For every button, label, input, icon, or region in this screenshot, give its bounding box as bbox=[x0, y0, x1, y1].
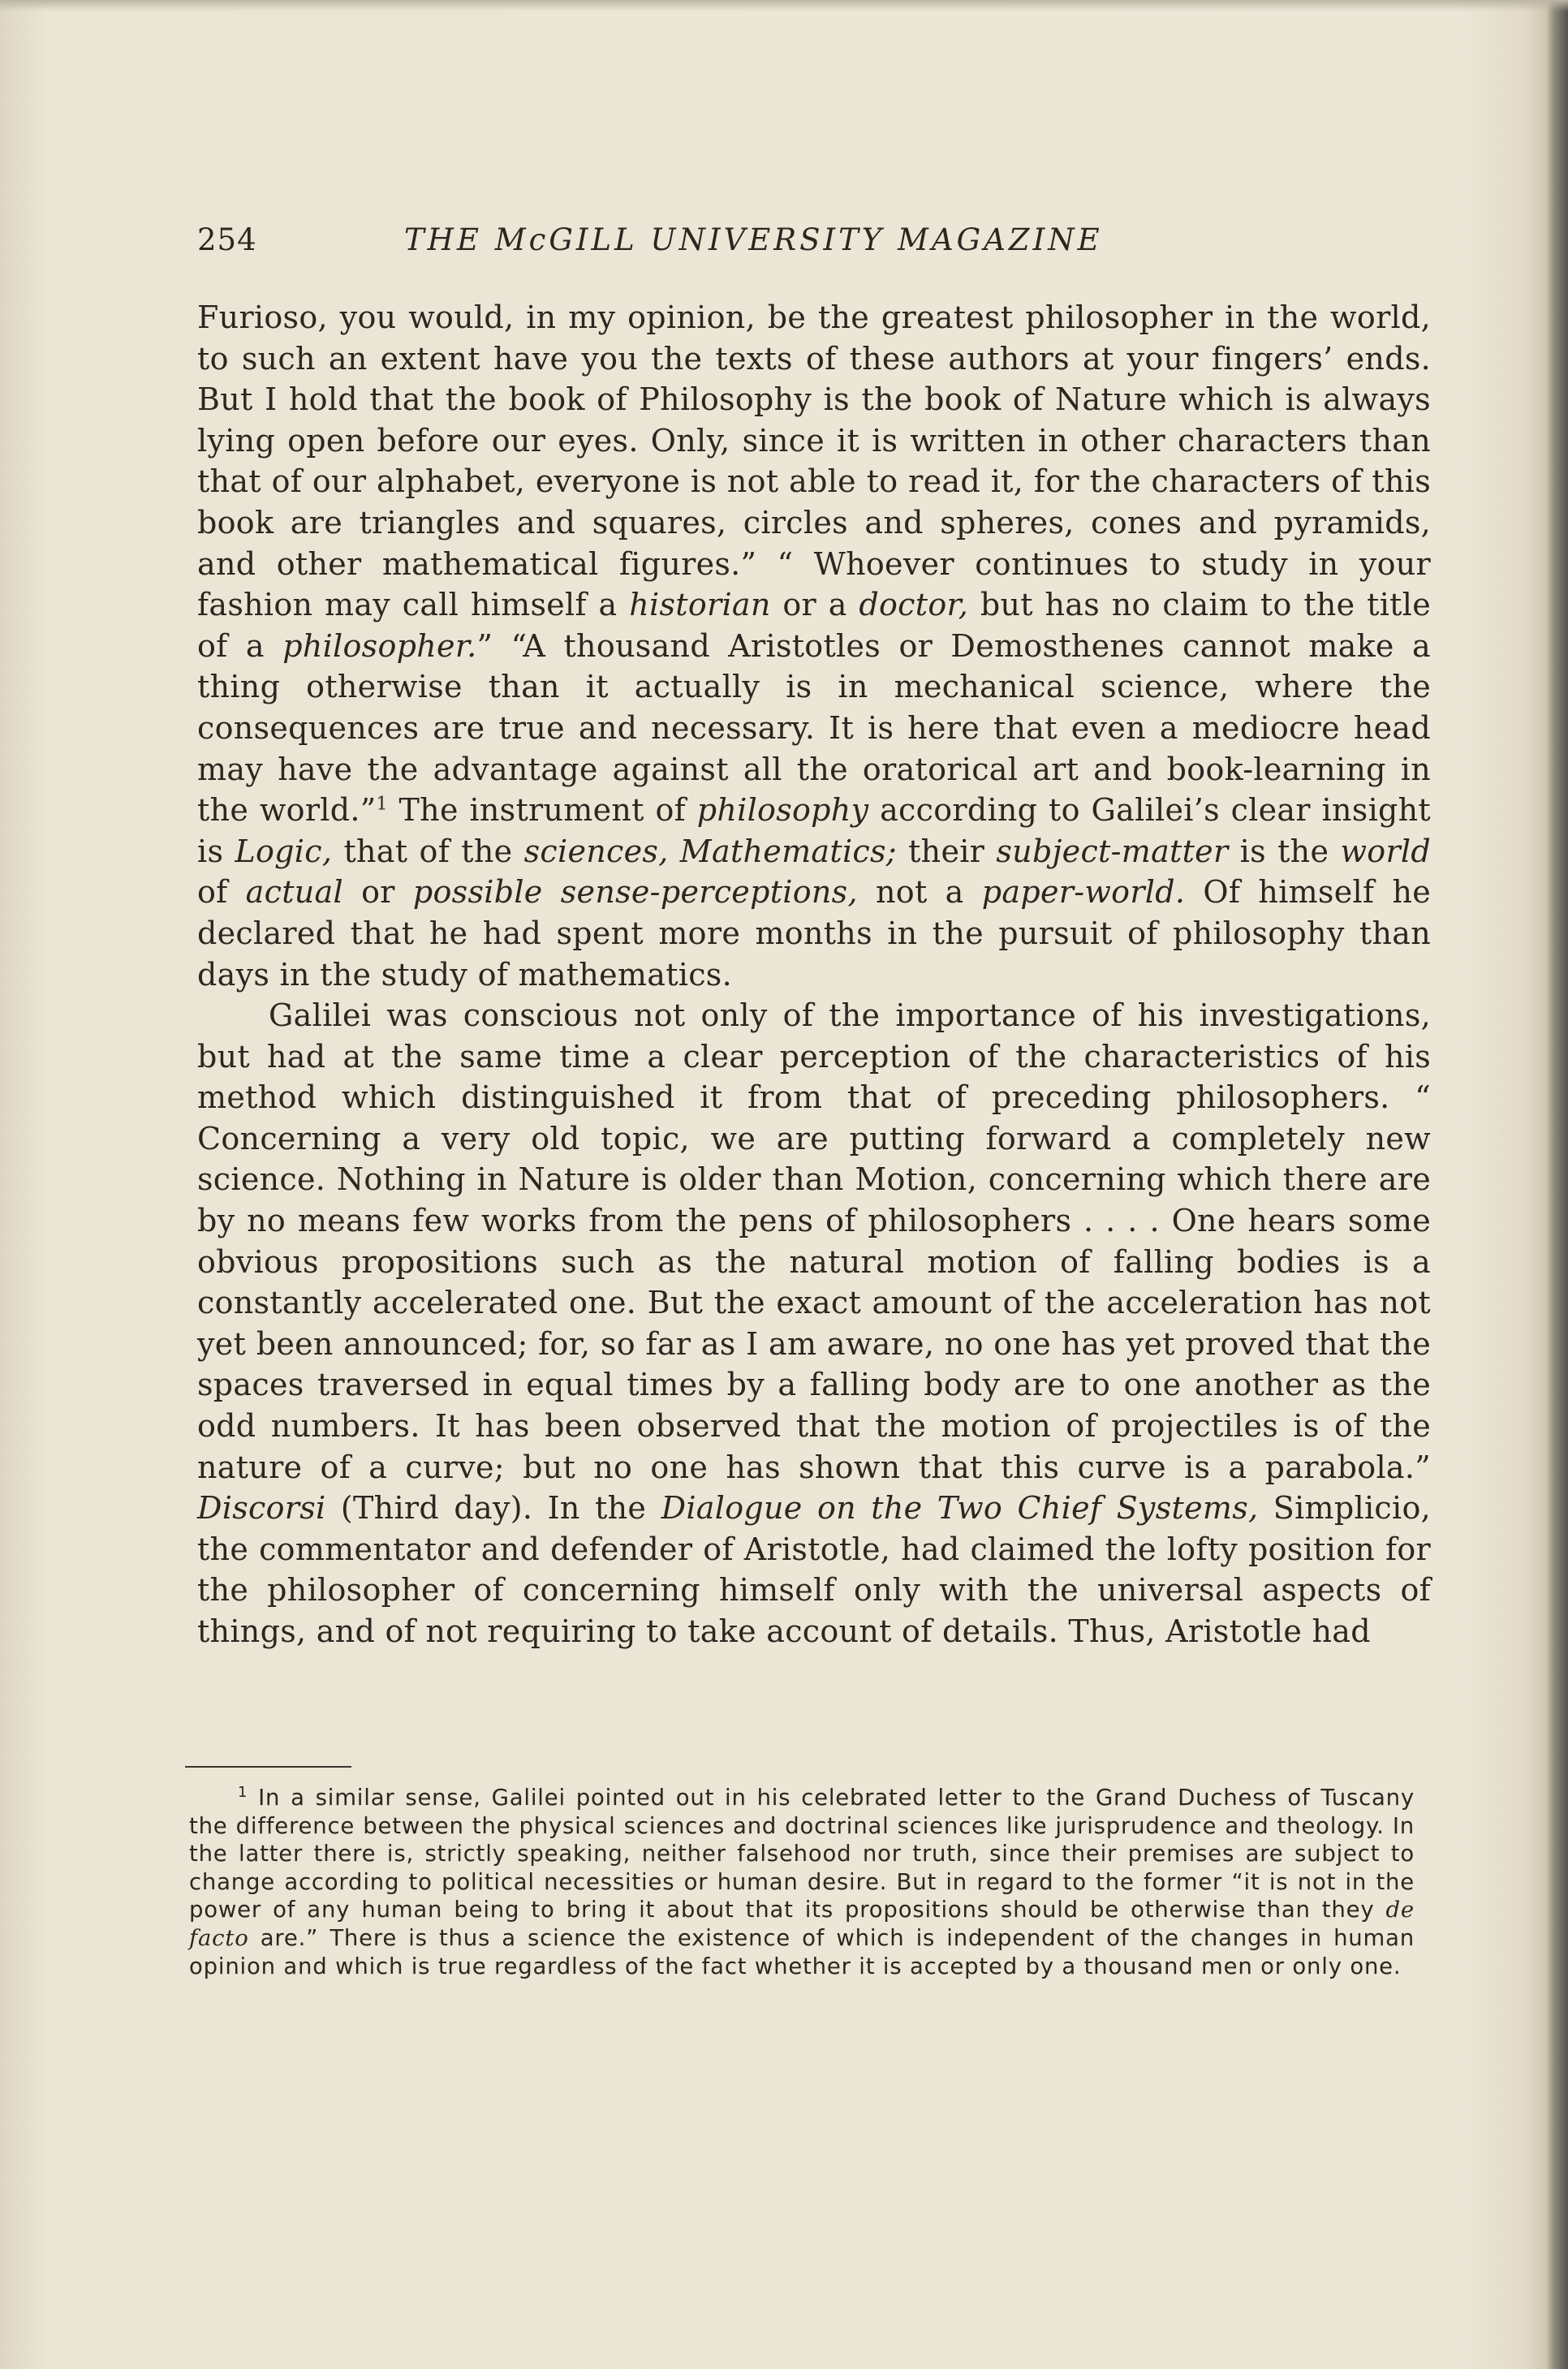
text-run: their bbox=[896, 833, 997, 869]
footnote-number: 1 bbox=[238, 1783, 248, 1801]
italic-run: philosopher. bbox=[282, 627, 477, 664]
page-number: 254 bbox=[197, 222, 257, 257]
text-run: Of himself he declared that he had spent more months in the pursuit of philosophy than days in the study of mathematics. bbox=[197, 874, 1431, 993]
text-run: (Third day). In the bbox=[325, 1490, 661, 1527]
italic-run: Logic, bbox=[235, 833, 333, 869]
italic-run: Dialogue on the Two Chief Systems, bbox=[661, 1490, 1259, 1527]
running-head bbox=[197, 218, 1431, 263]
footnote-text: In a similar sense, Galilei pointed out in his celebrated letter to the Grand Duchess of Tuscany the difference between the physical sciences and doctrinal sciences like jurisprudence and theology. In the latter there is, strictly speaking, neither falsehood nor truth, since their premises are subject to change according to political necessities or human desire. But in regard to the former “it is not in the power of any human being to bring it about that its propositions should be otherwise than they bbox=[189, 1785, 1415, 1923]
italic-run: sciences, Mathematics; bbox=[523, 833, 897, 869]
footnote bbox=[189, 1784, 1415, 1980]
text-run: that of the bbox=[332, 833, 524, 869]
text-run: Furioso, you would, in my opinion, be the greatest philosopher in the world, to such an extent have you the texts of these authors at your fingers’ ends. But I hold that the book of Philosophy is the book of Nature which is always lying open before our eyes. Only, since it is written in other characters than that of our alphabet, everyone is not able to read it, for the characters of this book are triangles and squares, circles and spheres, cones and pyramids, and other mathematical figures.” “ Whoever continues to study in your fashion may call himself a bbox=[197, 299, 1431, 623]
text-run: not a bbox=[857, 874, 982, 911]
italic-run: Discorsi bbox=[197, 1490, 326, 1527]
italic-run: paper-world. bbox=[981, 874, 1186, 911]
italic-run: possible sense-perceptions, bbox=[412, 874, 858, 911]
italic-run: actual bbox=[245, 874, 343, 911]
body-text bbox=[197, 297, 1431, 1652]
text-run: according to Galilei’s clear insight is bbox=[197, 792, 1431, 869]
italic-run: historian bbox=[629, 587, 771, 623]
text-run: of bbox=[197, 874, 246, 911]
footnote-reference[interactable]: 1 bbox=[376, 794, 388, 815]
text-run: or bbox=[342, 874, 413, 911]
text-run: or a bbox=[770, 587, 859, 623]
italic-run: world bbox=[1340, 833, 1432, 869]
italic-run: subject-matter bbox=[996, 833, 1229, 869]
text-run: Simplicio, the commentator and defender of Aristotle, had claimed the lofty position for the philosopher of concerning himself only with the universal aspects of things, and of not requiring to take account of details. Thus, Aristotle had bbox=[197, 1490, 1431, 1649]
journal-title: THE McGILL UNIVERSITY MAGAZINE bbox=[404, 222, 1103, 257]
footnote-rule bbox=[185, 1766, 351, 1768]
italic-run: philosophy bbox=[696, 792, 869, 829]
text-run: is the bbox=[1228, 833, 1341, 869]
text-run: ” “A thousand Aristotles or Demosthenes cannot make a thing otherwise than it actually is in mechanical science, where the consequences are true and necessary. It is here that even a mediocre head may have the advantage against all the oratorical art and book-learning in the world.” bbox=[197, 627, 1431, 829]
text-run: but has no claim to the title of a bbox=[197, 587, 1431, 664]
footnote-text: are.” There is thus a science the existence of which is independent of the changes in human opinion and which is true regardless of the fact whether it is accepted by a thousand men or only one. bbox=[189, 1924, 1415, 1979]
page-top-edge bbox=[0, 0, 1568, 11]
italic-run: doctor, bbox=[859, 587, 969, 623]
footnote-italic: de facto bbox=[189, 1897, 1415, 1951]
paragraph-1 bbox=[197, 297, 1431, 995]
text-run: The instrument of bbox=[387, 792, 697, 829]
paragraph-2 bbox=[197, 995, 1431, 1652]
text-run: Galilei was conscious not only of the importance of his investigations, but had at the same time a clear perception of the characteristics of his method which distinguished it from that of preceding philosophers. “ Concerning a very old topic, we are putting forward a completely new science. Nothing in Nature is older than Motion, concerning which there are by no means few works from the pens of philosophers . . . . One hears some obvious propositions such as the natural motion of falling bodies is a constantly accelerated one. But the exact amount of the acceleration has not yet been announced; for, so far as I am aware, no one has yet proved that the spaces traversed in equal times by a falling body are to one another as the odd numbers. It has been observed that the motion of projectiles is of the nature of a curve; but no one has shown that this curve is a parabola.” bbox=[197, 997, 1431, 1485]
